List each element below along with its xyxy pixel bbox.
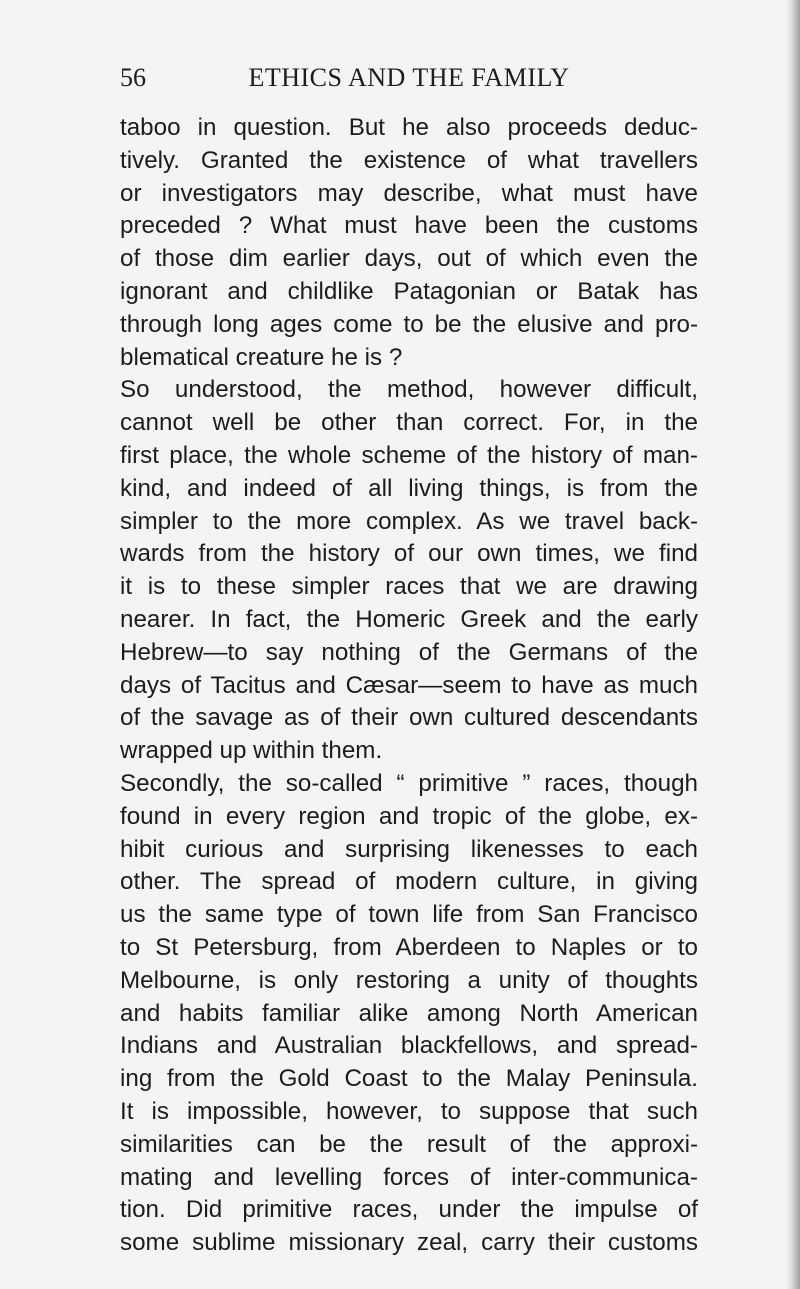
text-line: or investigators may describe, what must have bbox=[120, 179, 698, 207]
page-header bbox=[120, 60, 698, 96]
page-edge-shadow bbox=[786, 0, 800, 1289]
text-line: cannot well be other than correct. For, in the bbox=[120, 409, 698, 437]
text-line: taboo in question. But he also proceeds deduc- bbox=[120, 114, 698, 141]
text-line: some sublime missionary zeal, carry their customs bbox=[120, 1229, 698, 1257]
text-line: blematical creature he is ? bbox=[120, 343, 403, 371]
text-line: it is to these simpler races that we are drawing bbox=[120, 573, 698, 601]
text-line: of the savage as of their own cultured descendants bbox=[120, 704, 698, 732]
text-line: of those dim earlier days, out of which even the bbox=[120, 245, 698, 273]
body-text bbox=[120, 112, 698, 1260]
page-number: 56 bbox=[120, 63, 146, 92]
text-line: Melbourne, is only restoring a unity of thoughts bbox=[120, 966, 698, 994]
text-line: Secondly, the so-called “ primitive ” races, though bbox=[120, 769, 698, 797]
text-line: us the same type of town life from San Francisco bbox=[120, 901, 698, 929]
text-line: wrapped up within them. bbox=[120, 737, 383, 765]
text-line: mating and levelling forces of inter-communica- bbox=[120, 1163, 698, 1191]
text-line: tively. Granted the existence of what travellers bbox=[120, 146, 698, 174]
text-line: It is impossible, however, to suppose that such bbox=[120, 1097, 698, 1125]
text-line: through long ages come to be the elusive and pro- bbox=[120, 310, 698, 338]
running-title: ETHICS AND THE FAMILY bbox=[248, 63, 570, 92]
text-line: wards from the history of our own times, we find bbox=[120, 540, 698, 568]
text-line: simpler to the more complex. As we travel back- bbox=[120, 507, 698, 535]
text-line: Hebrew—to say nothing of the Germans of the bbox=[120, 638, 698, 666]
text-line: tion. Did primitive races, under the impulse of bbox=[120, 1196, 698, 1224]
text-line: to St Petersburg, from Aberdeen to Naples or to bbox=[120, 933, 698, 961]
text-line: similarities can be the result of the approxi- bbox=[120, 1130, 698, 1158]
text-line: kind, and indeed of all living things, is from the bbox=[120, 474, 698, 502]
text-line: days of Tacitus and Cæsar—seem to have as much bbox=[120, 671, 698, 699]
text-line: ing from the Gold Coast to the Malay Peninsula. bbox=[120, 1065, 698, 1093]
text-line: nearer. In fact, the Homeric Greek and the early bbox=[120, 605, 698, 633]
text-line: found in every region and tropic of the globe, ex- bbox=[120, 802, 698, 830]
text-line: and habits familiar alike among North American bbox=[120, 999, 698, 1027]
text-line: hibit curious and surprising likenesses to each bbox=[120, 835, 698, 863]
text-line: other. The spread of modern culture, in giving bbox=[120, 868, 698, 896]
text-line: first place, the whole scheme of the history of man- bbox=[120, 441, 698, 469]
text-line: preceded ? What must have been the customs bbox=[120, 212, 698, 240]
text-line: So understood, the method, however difficult, bbox=[120, 376, 698, 404]
text-line: ignorant and childlike Patagonian or Batak has bbox=[120, 277, 698, 305]
text-line: Indians and Australian blackfellows, and spread- bbox=[120, 1032, 698, 1060]
